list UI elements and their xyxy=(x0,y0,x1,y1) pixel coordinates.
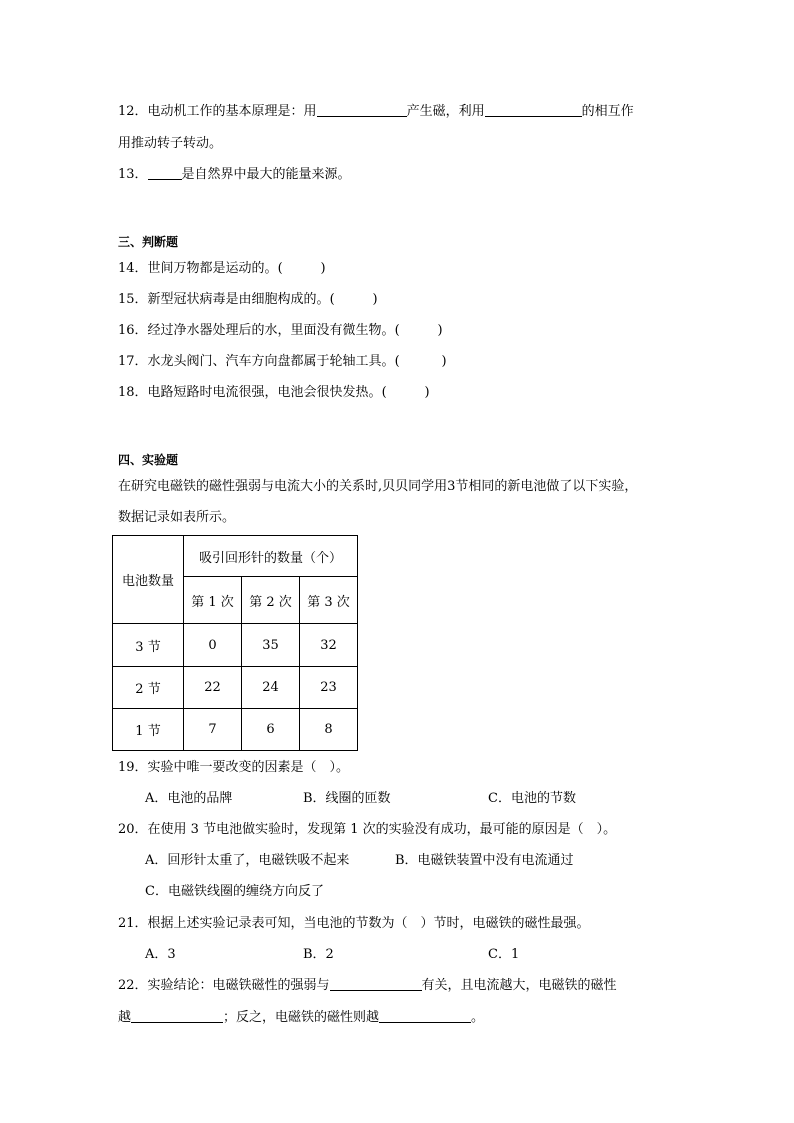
value-cell: 35 xyxy=(242,624,300,667)
answer-blank[interactable] xyxy=(131,1008,223,1023)
question-text: 越 xyxy=(118,1010,132,1025)
option-b[interactable]: B．线圈的匝数 xyxy=(303,791,391,806)
question-number: 17． xyxy=(118,354,148,369)
answer-blank[interactable] xyxy=(379,1008,471,1023)
question-text: 新型冠状病毒是由细胞构成的。 xyxy=(147,292,330,307)
question-text: 世间万物都是运动的。 xyxy=(147,261,278,276)
answer-paren[interactable]: ( ) xyxy=(394,354,447,369)
judge-question-18 xyxy=(118,383,430,403)
data-table xyxy=(112,535,358,751)
answer-paren[interactable]: ( ) xyxy=(329,292,378,307)
value-cell: 23 xyxy=(300,667,358,709)
judge-question-14 xyxy=(118,259,326,279)
question-13 xyxy=(118,165,351,185)
answer-paren[interactable]: ( ) xyxy=(394,323,443,338)
row-label-cell: 1 节 xyxy=(113,709,184,751)
section-heading-judge: 三、判断题 xyxy=(118,235,179,249)
row-label-cell: 2 节 xyxy=(113,667,184,709)
question-text: 水龙头阀门、汽车方向盘都属于轮轴工具。 xyxy=(147,354,395,369)
option-b[interactable]: B．电磁铁装置中没有电流通过 xyxy=(395,853,574,868)
question-number: 15． xyxy=(118,292,148,307)
answer-blank[interactable] xyxy=(148,165,182,180)
value-cell: 7 xyxy=(184,709,242,751)
value-cell: 22 xyxy=(184,667,242,709)
judge-question-16 xyxy=(118,321,443,341)
question-text: 是自然界中最大的能量来源。 xyxy=(181,167,351,182)
section-heading-experiment: 四、实验题 xyxy=(118,453,179,467)
value-cell: 24 xyxy=(242,667,300,709)
table-row xyxy=(113,667,358,709)
question-text: 22．实验结论：电磁铁磁性的强弱与 xyxy=(118,978,330,993)
answer-blank[interactable] xyxy=(330,976,422,991)
question-12-line1 xyxy=(118,102,634,122)
option-c[interactable]: C．电池的节数 xyxy=(488,791,576,806)
row-header-cell: 电池数量 xyxy=(113,536,184,624)
question-21-stem: 21．根据上述实验记录表可知，当电池的节数为（ ）节时，电磁铁的磁性最强。 xyxy=(118,916,590,931)
question-number: 18． xyxy=(118,385,148,400)
question-12-line2: 用推动转子转动。 xyxy=(118,136,223,151)
table-row xyxy=(113,624,358,667)
column-header-cell: 第 1 次 xyxy=(184,577,242,624)
experiment-intro-line2: 数据记录如表所示。 xyxy=(118,510,236,525)
question-text: 经过净水器处理后的水，里面没有微生物。 xyxy=(147,323,395,338)
experiment-intro-line1: 在研究电磁铁的磁性强弱与电流大小的关系时,贝贝同学用3节相同的新电池做了以下实验， xyxy=(118,479,638,494)
question-text: ；反之，电磁铁的磁性则越 xyxy=(223,1010,380,1025)
question-number: 14． xyxy=(118,261,148,276)
value-cell: 32 xyxy=(300,624,358,667)
value-cell: 6 xyxy=(242,709,300,751)
question-text: 。 xyxy=(471,1010,485,1025)
question-19-stem: 19．实验中唯一要改变的因素是（ ）。 xyxy=(118,760,350,775)
answer-paren[interactable]: ( ) xyxy=(277,261,326,276)
option-b[interactable]: B．2 xyxy=(303,947,334,962)
answer-blank[interactable] xyxy=(485,102,582,117)
row-label-cell: 3 节 xyxy=(113,624,184,667)
value-cell: 8 xyxy=(300,709,358,751)
option-c[interactable]: C．电磁铁线圈的缠绕方向反了 xyxy=(145,884,324,899)
value-cell: 0 xyxy=(184,624,242,667)
question-text: 电路短路时电流很强，电池会很快发热。 xyxy=(147,385,382,400)
question-text: 有关，且电流越大，电磁铁的磁性 xyxy=(421,978,617,993)
answer-paren[interactable]: ( ) xyxy=(381,385,430,400)
question-22-line2 xyxy=(118,1008,484,1028)
option-a[interactable]: A．回形针太重了，电磁铁吸不起来 xyxy=(145,853,350,868)
group-header-cell: 吸引回形针的数量（个） xyxy=(184,536,358,577)
option-a[interactable]: A．3 xyxy=(145,947,176,962)
question-20-stem: 20．在使用 3 节电池做实验时，发现第 1 次的实验没有成功，最可能的原因是（ ）。 xyxy=(118,822,617,837)
question-text: 的相互作 xyxy=(581,104,634,119)
column-header-cell: 第 3 次 xyxy=(300,577,358,624)
option-c[interactable]: C．1 xyxy=(488,947,520,962)
judge-question-15 xyxy=(118,290,378,310)
question-number: 16． xyxy=(118,323,148,338)
option-a[interactable]: A．电池的品牌 xyxy=(145,791,233,806)
judge-question-17 xyxy=(118,352,447,372)
question-text: 产生磁，利用 xyxy=(406,104,485,119)
table-row xyxy=(113,709,358,751)
answer-blank[interactable] xyxy=(317,102,407,117)
question-22-line1 xyxy=(118,976,617,996)
column-header-cell: 第 2 次 xyxy=(242,577,300,624)
question-text: 电动机工作的基本原理是：用 xyxy=(147,104,317,119)
question-number: 13． xyxy=(118,167,148,182)
question-number: 12． xyxy=(118,104,148,119)
